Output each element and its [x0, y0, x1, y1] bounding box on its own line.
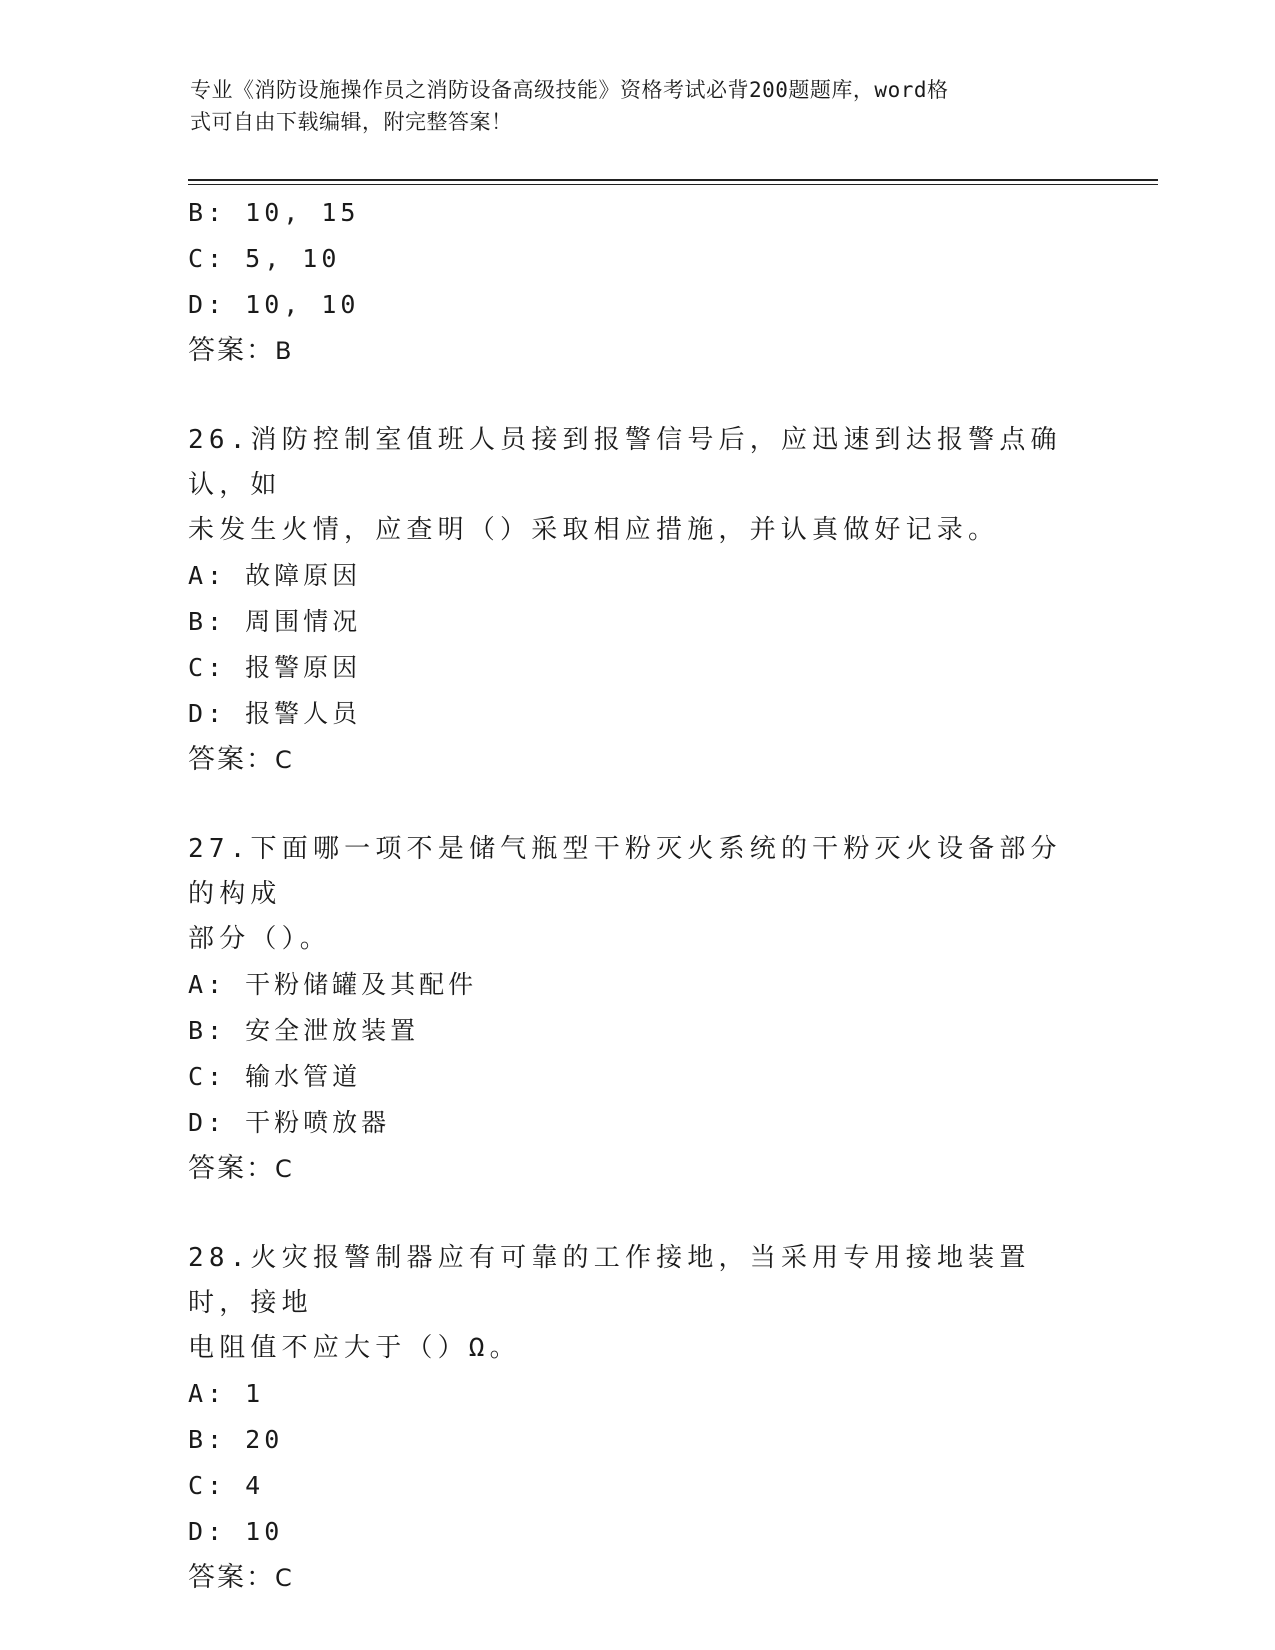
header-divider-thin	[188, 184, 1158, 185]
option-d: D: 干粉喷放器	[188, 1108, 391, 1137]
option-b: B: 20	[188, 1425, 284, 1454]
answer-label: 答案：	[188, 744, 275, 775]
option-d: D: 10	[188, 1517, 284, 1546]
question-27	[188, 827, 1088, 1192]
question-stem-line-1: 28.火灾报警制器应有可靠的工作接地，当采用专用接地装置时，接地	[188, 1243, 1031, 1318]
option-d: D: 10, 10	[188, 290, 360, 319]
answer-value: C	[275, 1155, 292, 1183]
document-header	[190, 74, 1070, 138]
option-c: C: 5, 10	[188, 244, 341, 273]
answer-value: B	[275, 337, 292, 365]
question-stem	[188, 827, 1088, 962]
option-d: D: 报警人员	[188, 699, 362, 728]
option-b: B: 10, 15	[188, 198, 360, 227]
answer-label: 答案：	[188, 1562, 275, 1593]
question-25-continued	[188, 190, 1088, 374]
question-list	[188, 190, 1088, 1601]
option-b: B: 周围情况	[188, 607, 362, 636]
option-b: B: 安全泄放装置	[188, 1016, 420, 1045]
question-28	[188, 1236, 1088, 1601]
answer-line	[188, 328, 1088, 374]
answer-label: 答案：	[188, 335, 275, 366]
option-c: C: 输水管道	[188, 1062, 362, 1091]
question-stem	[188, 1236, 1088, 1371]
answer-value: C	[275, 746, 292, 774]
option-a: A: 故障原因	[188, 561, 362, 590]
question-stem-line-1: 26.消防控制室值班人员接到报警信号后，应迅速到达报警点确认，如	[188, 425, 1062, 500]
question-stem-line-2: 未发生火情，应查明（）采取相应措施，并认真做好记录。	[188, 515, 1000, 545]
option-c: C: 4	[188, 1471, 265, 1500]
header-title-line-2: 式可自由下载编辑，附完整答案！	[190, 110, 513, 134]
question-stem-line-1: 27.下面哪一项不是储气瓶型干粉灭火系统的干粉灭火设备部分的构成	[188, 834, 1062, 909]
answer-label: 答案：	[188, 1153, 275, 1184]
question-stem-line-2: 部分（）。	[188, 924, 332, 954]
question-26	[188, 418, 1088, 783]
answer-value: C	[275, 1564, 292, 1592]
answer-line	[188, 737, 1088, 783]
question-stem-line-2: 电阻值不应大于（）Ω。	[188, 1333, 521, 1363]
option-a: A: 1	[188, 1379, 265, 1408]
answer-line	[188, 1555, 1088, 1601]
option-a: A: 干粉储罐及其配件	[188, 970, 478, 999]
option-c: C: 报警原因	[188, 653, 362, 682]
header-divider-thick	[188, 179, 1158, 181]
answer-line	[188, 1146, 1088, 1192]
question-stem	[188, 418, 1088, 553]
header-title-line-1: 专业《消防设施操作员之消防设备高级技能》资格考试必背200题题库，word格	[190, 78, 949, 102]
